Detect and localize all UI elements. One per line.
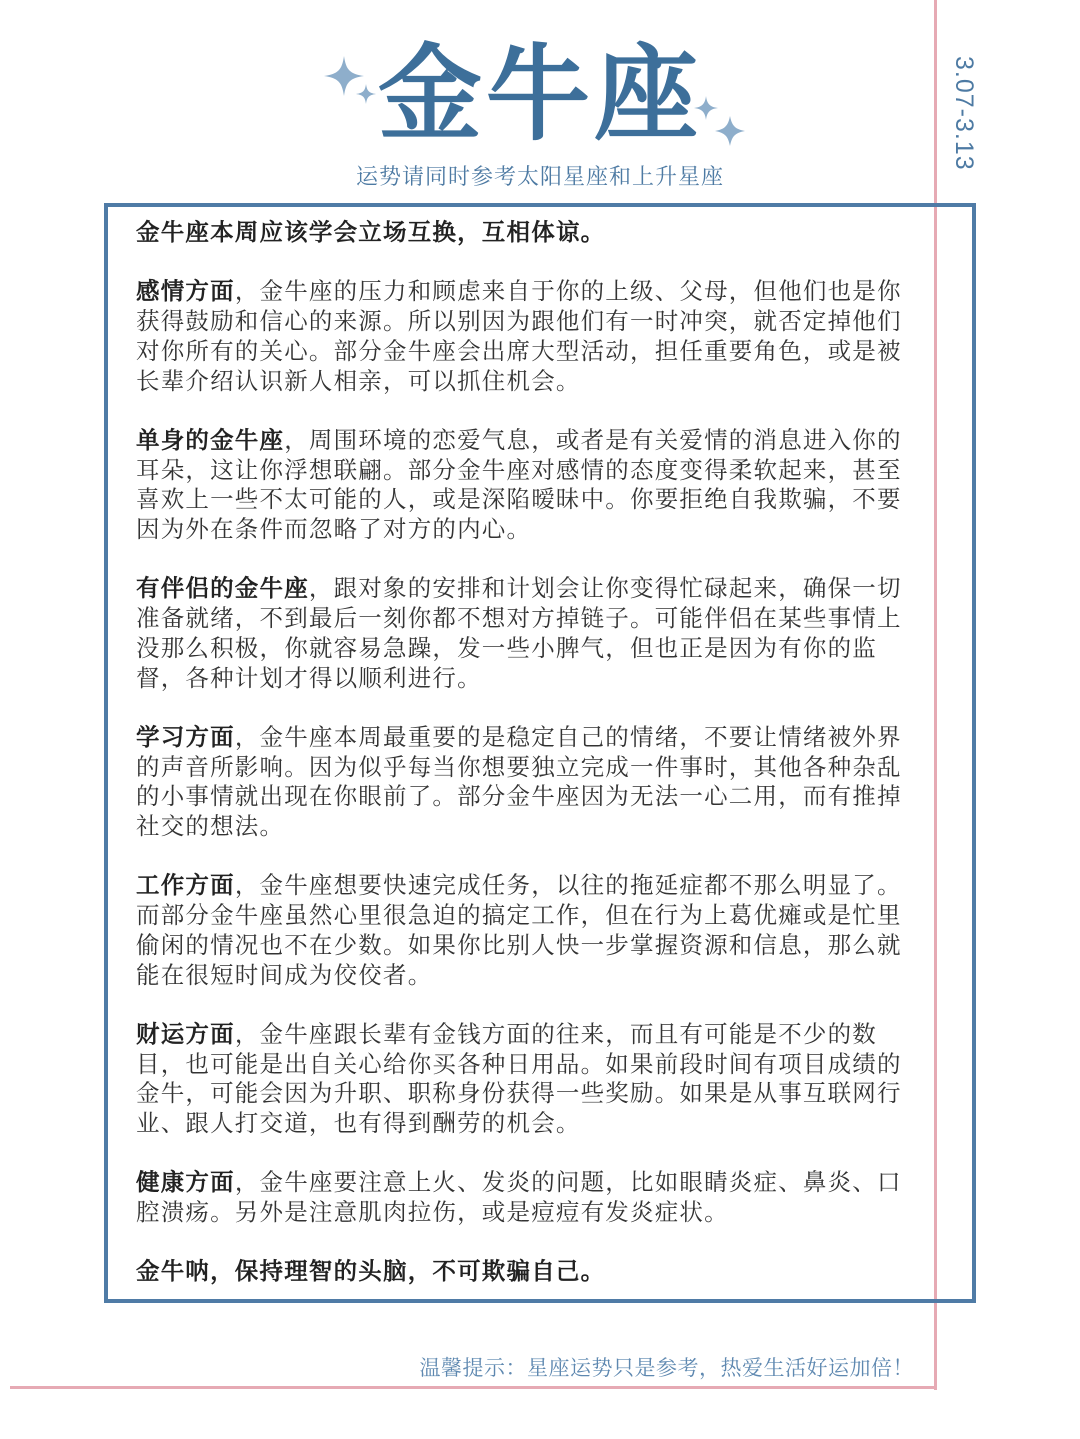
section-text: ，跟对象的安排和计划会让你变得忙碌起来，确保一切准备就绪，不到最后一刻你都不想对方掉链子。可能伴侣在某些事情上没那么积极，你就容易急躁，发一些小脾气，但也正是因为有你的监督，各种计划才得以顺利进行。 xyxy=(136,574,902,692)
section-heading: 感情方面 xyxy=(136,277,235,306)
horoscope-content xyxy=(136,218,921,1317)
section-text: ，金牛座想要快速完成任务，以往的拖延症都不那么明显了。而部分金牛座虽然心里很急迫的搞定工作，但在行为上葛优瘫或是忙里偷闲的情况也不在少数。如果你比别人快一步掌握资源和信息，那么就能在很短时间成为佼佼者。 xyxy=(136,871,902,989)
section-text: ，金牛座的压力和顾虑来自于你的上级、父母，但他们也是你获得鼓励和信心的来源。所以别因为跟他们有一时冲突，就否定掉他们对你所有的关心。部分金牛座会出席大型活动，担任重要角色，或是被长辈介绍认识新人相亲，可以抓住机会。 xyxy=(136,277,902,395)
section-text: ，金牛座跟长辈有金钱方面的往来，而且有可能是不少的数目，也可能是出自关心给你买各种日用品。如果前段时间有项目成绩的金牛，可能会因为升职、职称身份获得一些奖励。如果是从事互联网行业、跟人打交道，也有得到酬劳的机会。 xyxy=(136,1019,902,1137)
section-health xyxy=(136,1168,921,1227)
pink-horizontal-line xyxy=(10,1386,937,1389)
section-text: ，周围环境的恋爱气息，或者是有关爱情的消息进入你的耳朵，这让你浮想联翩。部分金牛座对感情的态度变得柔软起来，甚至喜欢上一些不太可能的人，或是深陷暧昧中。你要拒绝自我欺骗，不要因为外在条件而忽略了对方的内心。 xyxy=(136,425,902,543)
intro-text: 金牛座本周应该学会立场互换，互相体谅。 xyxy=(136,218,606,246)
section-work xyxy=(136,871,921,990)
section-love xyxy=(136,277,921,396)
section-wealth xyxy=(136,1020,921,1139)
closing-text: 金牛呐，保持理智的头脑，不可欺骗自己。 xyxy=(136,1257,606,1286)
section-heading: 工作方面 xyxy=(136,871,235,900)
section-heading: 健康方面 xyxy=(136,1168,235,1197)
section-heading: 学习方面 xyxy=(136,722,235,751)
section-study xyxy=(136,723,921,842)
section-single xyxy=(136,426,921,545)
footer-tip: 温馨提示：星座运势只是参考，热爱生活好运加倍！ xyxy=(419,1356,914,1380)
section-partnered xyxy=(136,574,921,693)
date-range: 3.07-3.13 xyxy=(950,56,978,171)
section-heading: 有伴侣的金牛座 xyxy=(136,574,309,603)
page-title: 金牛座 xyxy=(377,33,702,155)
section-heading: 单身的金牛座 xyxy=(136,425,285,454)
subtitle: 运势请同时参考太阳星座和上升星座 xyxy=(355,165,724,190)
section-heading: 财运方面 xyxy=(136,1019,235,1048)
section-text: ，金牛座要注意上火、发炎的问题，比如眼睛炎症、鼻炎、口腔溃疡。另外是注意肌肉拉伤，或是痘痘有发炎症状。 xyxy=(136,1168,902,1227)
section-text: ，金牛座本周最重要的是稳定自己的情绪，不要让情绪被外界的声音所影响。因为似乎每当你想要独立完成一件事时，其他各种杂乱的小事情就出现在你眼前了。部分金牛座因为无法一心二用，而有推掉社交的想法。 xyxy=(136,722,902,840)
